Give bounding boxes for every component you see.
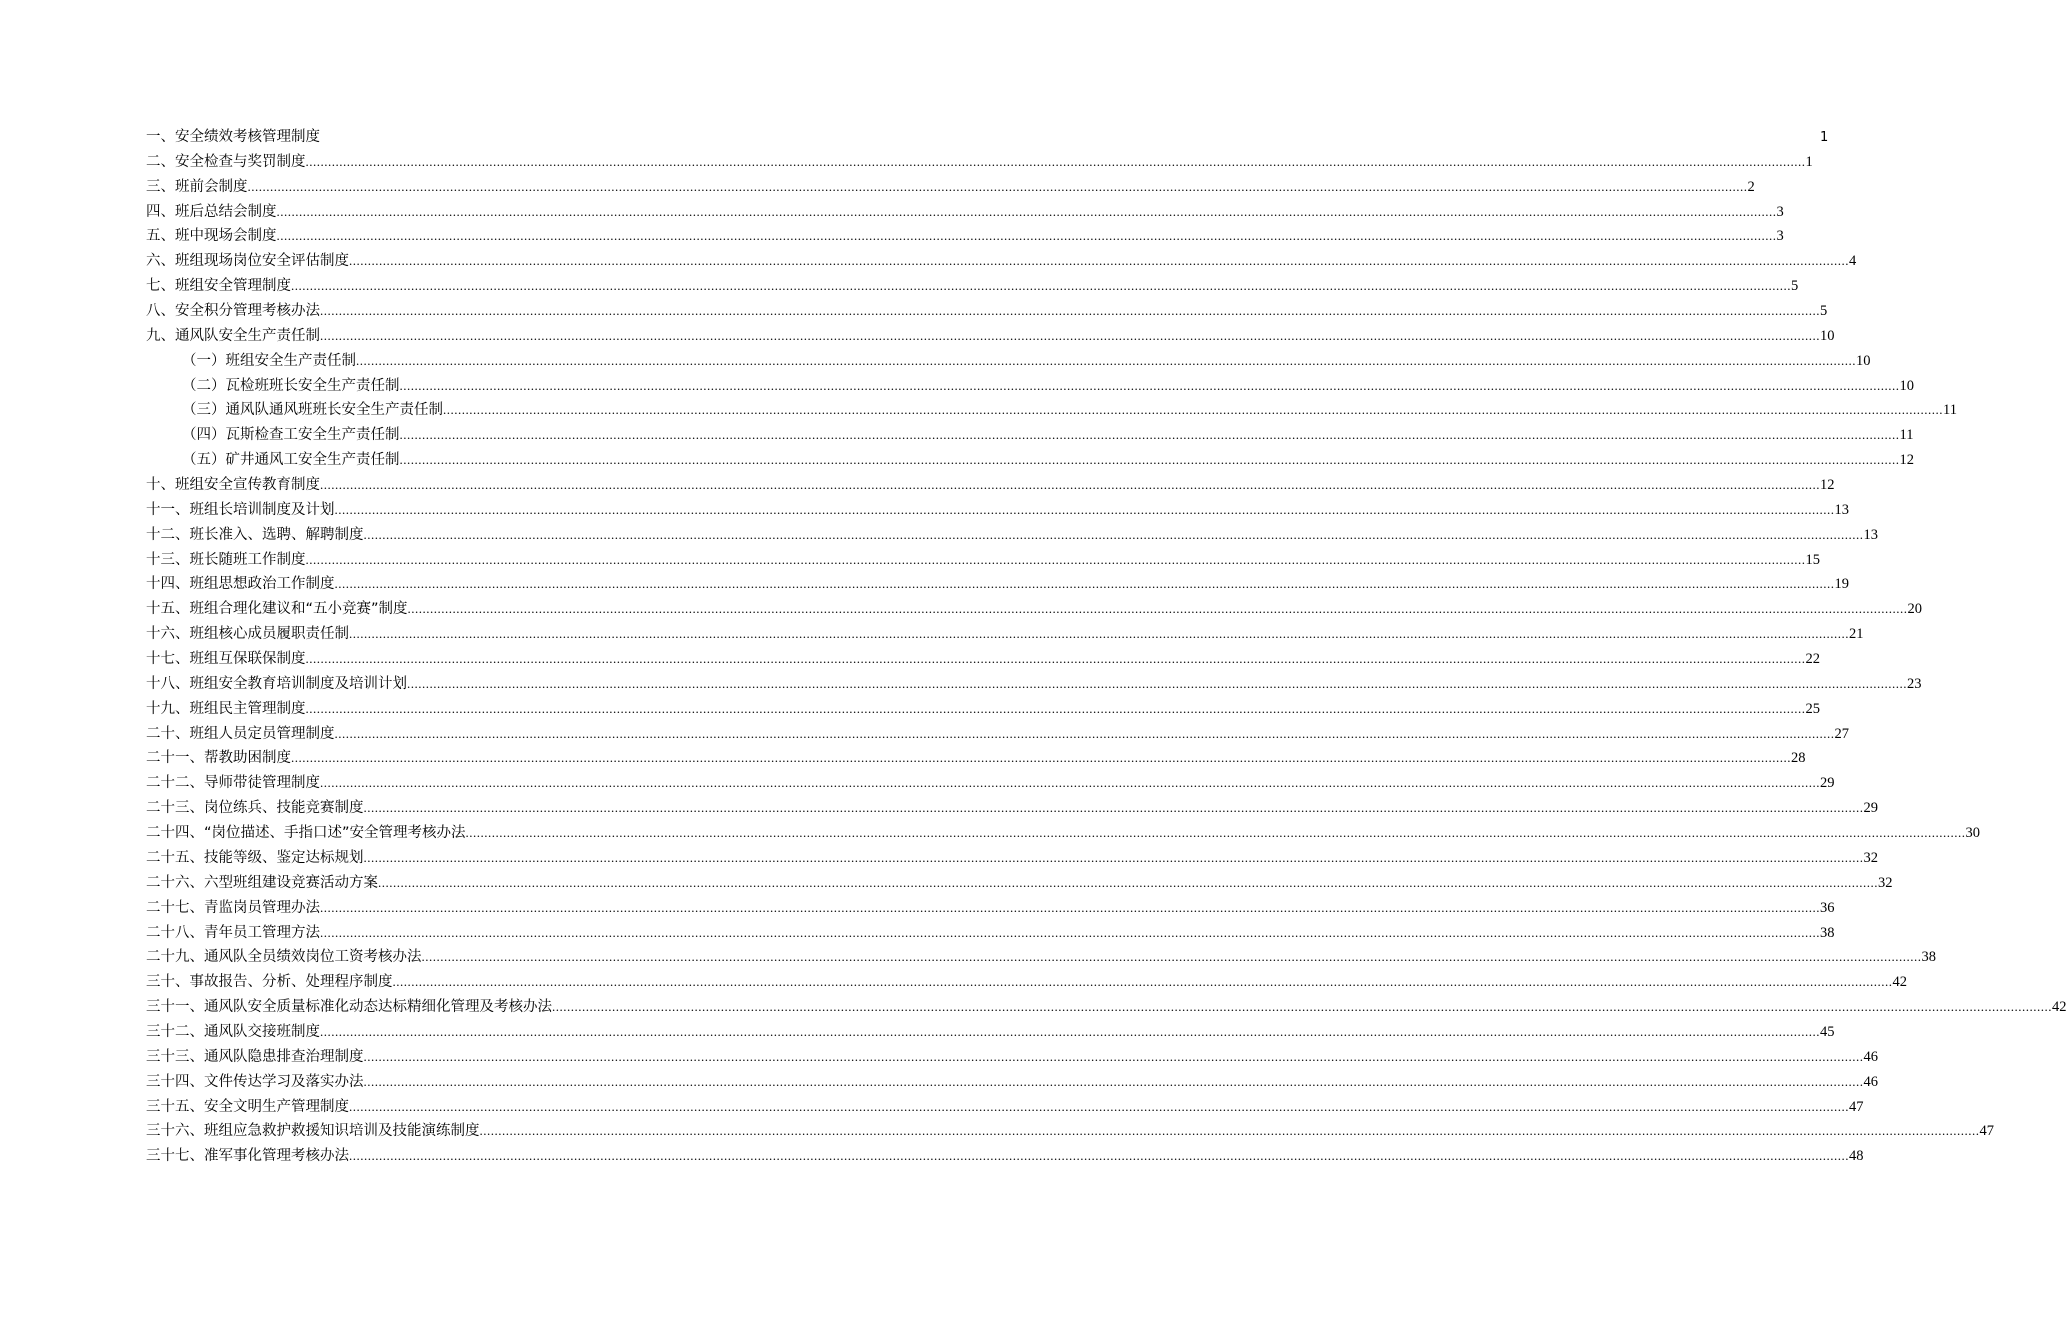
toc-entry[interactable] xyxy=(146,423,1914,448)
toc-dot-leader: ................................................................................................................................................................................................................................................................................................................................................................................................................ xyxy=(349,253,1849,269)
toc-entry-title: 三十五、安全文明生产管理制度 xyxy=(146,1098,349,1115)
toc-dot-leader: ................................................................................................................................................................................................................................................................................................................................................................................................................ xyxy=(320,1023,1820,1039)
toc-dot-leader: ................................................................................................................................................................................................................................................................................................................................................................................................................ xyxy=(276,203,1777,219)
toc-entry-page-number: 1 xyxy=(1805,153,1813,170)
toc-dot-leader: ................................................................................................................................................................................................................................................................................................................................................................................................................ xyxy=(305,551,1806,567)
toc-dot-leader: ................................................................................................................................................................................................................................................................................................................................................................................................................ xyxy=(305,153,1806,169)
toc-entry-page-number: 28 xyxy=(1791,750,1806,767)
toc-entry[interactable] xyxy=(146,548,1820,573)
toc-dot-leader: ................................................................................................................................................................................................................................................................................................................................................................................................................ xyxy=(320,303,1820,319)
toc-entry[interactable] xyxy=(146,771,1835,796)
toc-entry-page-number: 3 xyxy=(1776,203,1784,220)
toc-entry-page-number: 23 xyxy=(1907,675,1922,692)
toc-entry-title: 七、班组安全管理制度 xyxy=(146,278,291,295)
toc-entry-page-number: 38 xyxy=(1820,924,1835,941)
toc-dot-leader: ................................................................................................................................................................................................................................................................................................................................................................................................................ xyxy=(356,352,1856,368)
toc-entry-title: 十三、班长随班工作制度 xyxy=(146,551,306,568)
toc-entry-page-number: 45 xyxy=(1820,1023,1835,1040)
toc-entry-title: 四、班后总结会制度 xyxy=(146,203,277,220)
toc-dot-leader: ................................................................................................................................................................................................................................................................................................................................................................................................................ xyxy=(320,477,1820,493)
toc-entry-title: 二十三、岗位练兵、技能竞赛制度 xyxy=(146,800,364,817)
toc-dot-leader: ................................................................................................................................................................................................................................................................................................................................................................................................................ xyxy=(399,377,1900,393)
toc-dot-leader: ................................................................................................................................................................................................................................................................................................................................................................................................................ xyxy=(421,949,1922,965)
toc-entry-page-number: 19 xyxy=(1834,576,1849,593)
toc-entry-page-number: 29 xyxy=(1820,775,1835,792)
toc-entry[interactable] xyxy=(146,622,1864,647)
toc-dot-leader: ................................................................................................................................................................................................................................................................................................................................................................................................................ xyxy=(407,601,1908,617)
toc-entry-title: 三十一、通风队安全质量标准化动态达标精细化管理及考核办法 xyxy=(146,999,552,1016)
toc-entry-title: 三十七、准军事化管理考核办法 xyxy=(146,1148,349,1165)
toc-dot-leader: ................................................................................................................................................................................................................................................................................................................................................................................................................ xyxy=(320,899,1820,915)
toc-dot-leader: ................................................................................................................................................................................................................................................................................................................................................................................................................ xyxy=(363,849,1864,865)
toc-dot-leader: ................................................................................................................................................................................................................................................................................................................................................................................................................ xyxy=(276,228,1777,244)
toc-entry-title: 二、安全检查与奖罚制度 xyxy=(146,153,306,170)
toc-entry-page-number: 42 xyxy=(2052,999,2067,1016)
toc-entry-page-number: 48 xyxy=(1849,1148,1864,1165)
toc-entry-page-number: 21 xyxy=(1849,626,1864,643)
toc-entry-title: 六、班组现场岗位安全评估制度 xyxy=(146,253,349,270)
toc-dot-leader: ................................................................................................................................................................................................................................................................................................................................................................................................................ xyxy=(378,874,1878,890)
toc-entry-title: 二十七、青监岗员管理办法 xyxy=(146,899,320,916)
toc-entry-title: 三十六、班组应急救护救援知识培训及技能演练制度 xyxy=(146,1123,480,1140)
toc-entry-page-number: 4 xyxy=(1849,253,1857,270)
toc-entry[interactable] xyxy=(146,498,1849,523)
toc-entry[interactable] xyxy=(146,125,1829,150)
toc-dot-leader: ................................................................................................................................................................................................................................................................................................................................................................................................................ xyxy=(363,1048,1864,1064)
toc-entry-title: 三十、事故报告、分析、处理程序制度 xyxy=(146,974,393,991)
toc-entry[interactable] xyxy=(146,448,1914,473)
toc-entry[interactable] xyxy=(146,970,1907,995)
toc-dot-leader: ................................................................................................................................................................................................................................................................................................................................................................................................................ xyxy=(349,1148,1849,1164)
toc-entry[interactable] xyxy=(146,647,1820,672)
toc-entry[interactable] xyxy=(146,945,1936,970)
toc-entry[interactable] xyxy=(146,572,1849,597)
toc-dot-leader: ................................................................................................................................................................................................................................................................................................................................................................................................................ xyxy=(320,327,1820,343)
toc-dot-leader: ................................................................................................................................................................................................................................................................................................................................................................................................................ xyxy=(305,700,1806,716)
toc-entry-title: 十、班组安全宣传教育制度 xyxy=(146,477,320,494)
toc-entry-title: 三十二、通风队交接班制度 xyxy=(146,1023,320,1040)
toc-entry[interactable] xyxy=(146,299,1828,324)
toc-entry-title: 十九、班组民主管理制度 xyxy=(146,700,306,717)
toc-entry-page-number: 15 xyxy=(1805,551,1820,568)
toc-entry-page-number: 27 xyxy=(1834,725,1849,742)
toc-entry-page-number: 1 xyxy=(1820,130,1829,145)
toc-entry[interactable] xyxy=(146,846,1878,871)
toc-entry-title: 八、安全积分管理考核办法 xyxy=(146,303,320,320)
toc-entry[interactable] xyxy=(146,697,1820,722)
toc-entry[interactable] xyxy=(146,523,1878,548)
toc-entry-title: 二十四、“岗位描述、手指口述”安全管理考核办法 xyxy=(146,825,466,842)
toc-entry-title: 二十九、通风队全员绩效岗位工资考核办法 xyxy=(146,949,422,966)
toc-entry[interactable] xyxy=(146,796,1878,821)
toc-dot-leader: ................................................................................................................................................................................................................................................................................................................................................................................................................ xyxy=(291,750,1791,766)
toc-entry[interactable] xyxy=(146,175,1755,200)
toc-dot-leader: ................................................................................................................................................................................................................................................................................................................................................................................................................ xyxy=(363,800,1864,816)
toc-dot-leader: ................................................................................................................................................................................................................................................................................................................................................................................................................ xyxy=(443,402,1943,418)
toc-entry-title: 二十一、帮教助困制度 xyxy=(146,750,291,767)
toc-entry[interactable] xyxy=(146,1045,1878,1070)
toc-entry[interactable] xyxy=(146,200,1784,225)
toc-entry-title: 二十八、青年员工管理方法 xyxy=(146,924,320,941)
toc-entry-title: （五）矿井通风工安全生产责任制 xyxy=(182,452,400,469)
toc-entry-page-number: 47 xyxy=(1849,1098,1864,1115)
toc-entry-page-number: 10 xyxy=(1856,352,1871,369)
toc-dot-leader: ................................................................................................................................................................................................................................................................................................................................................................................................................ xyxy=(334,501,1835,517)
toc-dot-leader: ................................................................................................................................................................................................................................................................................................................................................................................................................ xyxy=(363,1073,1864,1089)
toc-entry-page-number: 38 xyxy=(1921,949,1936,966)
toc-entry-page-number: 32 xyxy=(1878,874,1893,891)
toc-entry-page-number: 46 xyxy=(1863,1048,1878,1065)
toc-entry-title: 二十六、六型班组建设竞赛活动方案 xyxy=(146,874,378,891)
toc-dot-leader: ................................................................................................................................................................................................................................................................................................................................................................................................................ xyxy=(291,278,1791,294)
toc-dot-leader: ................................................................................................................................................................................................................................................................................................................................................................................................................ xyxy=(334,725,1835,741)
toc-entry[interactable] xyxy=(146,597,1923,622)
toc-entry-page-number: 22 xyxy=(1805,651,1820,668)
toc-entry-page-number: 42 xyxy=(1892,974,1907,991)
toc-dot-leader: ................................................................................................................................................................................................................................................................................................................................................................................................................ xyxy=(305,651,1806,667)
toc-dot-leader: ................................................................................................................................................................................................................................................................................................................................................................................................................ xyxy=(399,427,1900,443)
toc-entry-title: 一、安全绩效考核管理制度 xyxy=(146,129,320,145)
toc-entry-page-number: 20 xyxy=(1907,601,1923,618)
table-of-contents xyxy=(146,125,2067,1169)
toc-entry[interactable] xyxy=(146,249,1857,274)
toc-entry[interactable] xyxy=(146,722,1849,747)
toc-entry-page-number: 12 xyxy=(1899,452,1914,469)
toc-dot-leader: ................................................................................................................................................................................................................................................................................................................................................................................................................ xyxy=(247,178,1748,194)
toc-entry[interactable] xyxy=(146,1119,1994,1144)
toc-entry-title: （一）班组安全生产责任制 xyxy=(182,352,356,369)
toc-entry-title: 十二、班长准入、选聘、解聘制度 xyxy=(146,526,364,543)
toc-entry-page-number: 36 xyxy=(1820,899,1835,916)
toc-entry[interactable] xyxy=(146,1095,1864,1120)
toc-entry-page-number: 11 xyxy=(1899,427,1914,444)
toc-entry-title: 十四、班组思想政治工作制度 xyxy=(146,576,335,593)
toc-entry-page-number: 5 xyxy=(1791,278,1799,295)
toc-entry-page-number: 13 xyxy=(1834,501,1849,518)
toc-entry[interactable] xyxy=(146,398,1957,423)
toc-entry-title: 三十四、文件传达学习及落实办法 xyxy=(146,1073,364,1090)
toc-dot-leader: ................................................................................................................................................................................................................................................................................................................................................................................................................ xyxy=(399,452,1900,468)
toc-entry[interactable] xyxy=(146,871,1893,896)
toc-entry[interactable] xyxy=(146,274,1799,299)
toc-entry-title: 十七、班组互保联保制度 xyxy=(146,651,306,668)
toc-dot-leader: ................................................................................................................................................................................................................................................................................................................................................................................................................ xyxy=(479,1123,1980,1139)
toc-entry[interactable] xyxy=(146,672,1922,697)
toc-dot-leader: ................................................................................................................................................................................................................................................................................................................................................................................................................ xyxy=(320,924,1820,940)
toc-entry[interactable] xyxy=(146,1144,1864,1169)
toc-entry[interactable] xyxy=(146,473,1835,498)
toc-entry[interactable] xyxy=(146,1070,1878,1095)
toc-entry-title: （四）瓦斯检查工安全生产责任制 xyxy=(182,427,400,444)
toc-entry-page-number: 10 xyxy=(1820,327,1835,344)
toc-entry[interactable] xyxy=(146,921,1835,946)
toc-entry-page-number: 47 xyxy=(1979,1123,1994,1140)
toc-entry-title: 三十三、通风队隐患排查治理制度 xyxy=(146,1048,364,1065)
toc-entry-page-number: 32 xyxy=(1863,849,1878,866)
toc-dot-leader: ................................................................................................................................................................................................................................................................................................................................................................................................................ xyxy=(465,825,1966,841)
toc-entry-page-number: 30 xyxy=(1965,825,1981,842)
toc-entry[interactable] xyxy=(146,896,1835,921)
toc-entry-page-number: 3 xyxy=(1776,228,1784,245)
toc-entry-page-number: 25 xyxy=(1805,700,1820,717)
toc-entry-title: 十八、班组安全教育培训制度及培训计划 xyxy=(146,675,407,692)
toc-entry-page-number: 5 xyxy=(1820,303,1828,320)
toc-entry[interactable] xyxy=(146,349,1871,374)
toc-dot-leader: ................................................................................................................................................................................................................................................................................................................................................................................................................ xyxy=(407,675,1907,691)
toc-entry-title: （二）瓦检班班长安全生产责任制 xyxy=(182,377,400,394)
toc-entry-page-number: 11 xyxy=(1943,402,1957,419)
toc-entry-title: 三、班前会制度 xyxy=(146,178,248,195)
toc-entry-page-number: 2 xyxy=(1747,178,1755,195)
toc-entry-page-number: 46 xyxy=(1863,1073,1878,1090)
toc-entry[interactable] xyxy=(146,746,1806,771)
toc-entry[interactable] xyxy=(146,1020,1835,1045)
toc-entry-title: 二十二、导师带徒管理制度 xyxy=(146,775,320,792)
toc-entry[interactable] xyxy=(146,324,1835,349)
toc-entry[interactable] xyxy=(146,821,1981,846)
toc-entry-title: 十一、班组长培训制度及计划 xyxy=(146,501,335,518)
toc-dot-leader: ................................................................................................................................................................................................................................................................................................................................................................................................................ xyxy=(552,999,2052,1015)
toc-entry-title: 二十、班组人员定员管理制度 xyxy=(146,725,335,742)
toc-entry[interactable] xyxy=(146,995,2067,1020)
toc-entry-title: 二十五、技能等级、鉴定达标规划 xyxy=(146,849,364,866)
toc-entry[interactable] xyxy=(146,374,1914,399)
toc-dot-leader: ................................................................................................................................................................................................................................................................................................................................................................................................................ xyxy=(392,974,1893,990)
toc-entry-page-number: 29 xyxy=(1863,800,1878,817)
toc-entry-title: （三）通风队通风班班长安全生产责任制 xyxy=(182,402,443,419)
toc-entry-title: 九、通风队安全生产责任制 xyxy=(146,327,320,344)
toc-dot-leader: ................................................................................................................................................................................................................................................................................................................................................................................................................ xyxy=(363,526,1864,542)
toc-entry-title: 十六、班组核心成员履职责任制 xyxy=(146,626,349,643)
toc-entry-page-number: 10 xyxy=(1899,377,1914,394)
toc-entry-title: 十五、班组合理化建议和“五小竞赛”制度 xyxy=(146,601,408,618)
toc-dot-leader: ................................................................................................................................................................................................................................................................................................................................................................................................................ xyxy=(320,775,1820,791)
toc-entry-page-number: 12 xyxy=(1820,477,1835,494)
toc-entry[interactable] xyxy=(146,150,1813,175)
toc-dot-leader: ................................................................................................................................................................................................................................................................................................................................................................................................................ xyxy=(349,1098,1849,1114)
toc-dot-leader: ................................................................................................................................................................................................................................................................................................................................................................................................................ xyxy=(334,576,1835,592)
toc-entry[interactable] xyxy=(146,224,1784,249)
toc-dot-leader: ................................................................................................................................................................................................................................................................................................................................................................................................................ xyxy=(349,626,1849,642)
toc-entry-page-number: 13 xyxy=(1863,526,1878,543)
toc-entry-title: 五、班中现场会制度 xyxy=(146,228,277,245)
